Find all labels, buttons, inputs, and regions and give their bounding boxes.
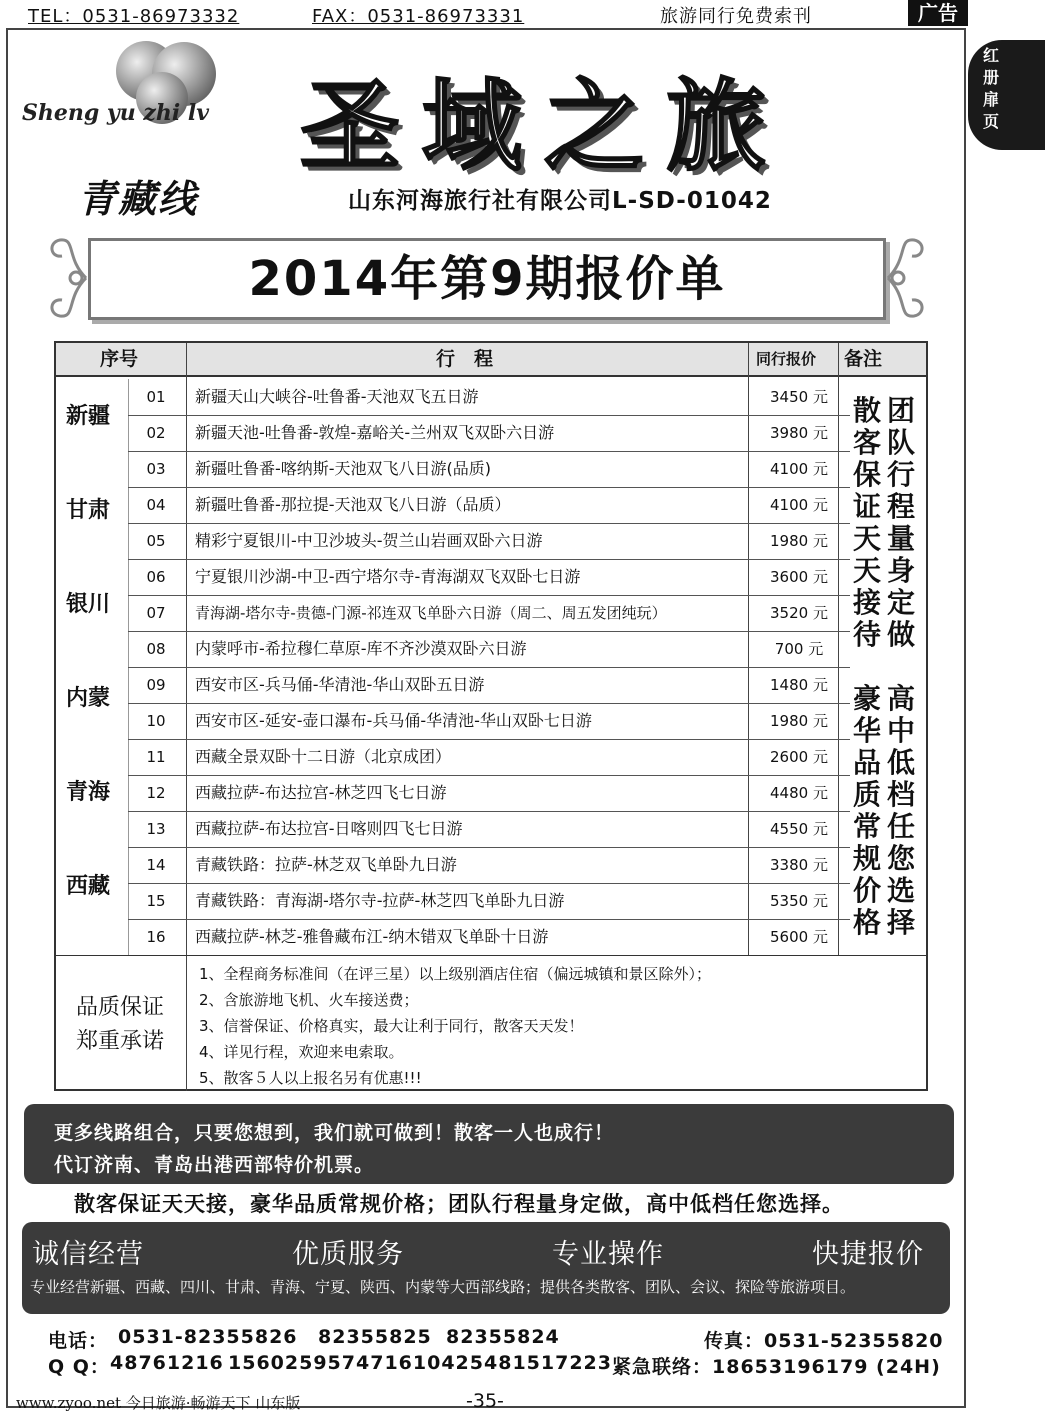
- row-price: 5600 元: [770, 928, 828, 946]
- region-yinchuan: 银川: [66, 592, 111, 617]
- feature-2: 优质服务: [292, 1239, 404, 1270]
- remark-char: 档: [886, 778, 915, 811]
- side-tab-char-2: 册: [982, 68, 999, 87]
- row-num: 01: [146, 388, 166, 406]
- remark-char: 天: [852, 554, 881, 587]
- remark-char: 价: [852, 874, 881, 907]
- price-table: [54, 341, 928, 1091]
- row-route: 西藏全景双卧十二日游（北京成团）: [195, 747, 452, 766]
- remark-char: 低: [886, 746, 915, 779]
- row-price: 5350 元: [770, 892, 828, 910]
- table-row: [128, 487, 850, 524]
- remark-char: 您: [886, 842, 915, 875]
- qq-3: 471610425: [356, 1352, 484, 1374]
- remark-char: 中: [886, 714, 915, 747]
- remark-char: 品: [852, 746, 881, 779]
- page-number: -35-: [466, 1390, 504, 1412]
- issue-title: 2014年第9期报价单: [248, 251, 726, 307]
- row-route: 内蒙呼市-希拉穆仁草原-库不齐沙漠双卧六日游: [195, 639, 527, 658]
- emergency-contact: 紧急联络：18653196179 (24H): [612, 1356, 941, 1378]
- row-price: 1980 元: [770, 712, 828, 730]
- issue-banner: [88, 238, 886, 320]
- header-seq: 序号: [100, 348, 139, 370]
- remark-col-1a: [850, 395, 884, 651]
- row-price: 3980 元: [770, 424, 828, 442]
- row-price: 3380 元: [770, 856, 828, 874]
- remark-char: 程: [886, 490, 915, 523]
- row-num: 05: [146, 532, 166, 550]
- header-fax: FAX：0531-86973331: [312, 6, 525, 27]
- row-price: 3520 元: [770, 604, 828, 622]
- remark-char: 接: [852, 586, 881, 619]
- row-price: 3600 元: [770, 568, 828, 586]
- table-row: [128, 415, 850, 452]
- remark-char: 格: [852, 906, 881, 939]
- row-num: 07: [146, 604, 166, 622]
- row-route: 青海湖-塔尔寺-贵德-门源-祁连双飞单卧六日游（周二、周五发团纯玩）: [195, 604, 667, 622]
- remark-char: 定: [886, 586, 915, 619]
- remark-char: 团: [886, 394, 915, 427]
- row-num: 13: [146, 820, 166, 838]
- row-route: 西藏拉萨-布达拉宫-日喀则四飞七日游: [195, 819, 463, 838]
- feature-4: 快捷报价: [812, 1239, 924, 1270]
- side-tab-char-3: 扉: [982, 90, 999, 109]
- promo-line-1: 更多线路组合，只要您想到，我们就可做到！散客一人也成行！: [54, 1122, 615, 1144]
- table-row: [128, 703, 850, 740]
- header-magazine: 旅游同行免费索刊: [660, 6, 812, 27]
- row-route: 西安市区-延安-壶口瀑布-兵马俑-华清池-华山双卧七日游: [195, 711, 592, 730]
- table-row: [128, 667, 850, 704]
- remark-col-1b: [850, 683, 884, 939]
- row-route: 西藏拉萨-林芝-雅鲁藏布江-纳木错双飞单卧十日游: [195, 927, 549, 946]
- remark-char: 高: [886, 682, 915, 715]
- header-remark: 备注: [844, 348, 883, 370]
- ornament-right-icon: [884, 228, 928, 328]
- remark-char: 做: [886, 618, 915, 651]
- row-num: 03: [146, 460, 166, 478]
- brand-title: 圣域之旅: [300, 67, 788, 185]
- table-row: [128, 595, 850, 632]
- company-name: 山东河海旅行社有限公司L-SD-01042: [348, 188, 772, 214]
- region-gansu: 甘肃: [66, 498, 111, 523]
- promise-line-1: 品质保证: [75, 995, 164, 1020]
- table-row: [128, 523, 850, 560]
- table-row: [128, 847, 850, 884]
- note-3: 3、信誉保证、价格真实，最大让利于同行，散客天天发！: [199, 1017, 584, 1035]
- row-route: 青藏铁路：拉萨-林芝双飞单卧九日游: [195, 855, 457, 874]
- remark-col-2a: [884, 395, 918, 651]
- brand-sub: 青藏线: [78, 176, 199, 221]
- feature-1: 诚信经营: [32, 1239, 144, 1270]
- row-price: 4100 元: [770, 496, 828, 514]
- promo-line-2: 代订济南、青岛出港西部特价机票。: [54, 1154, 375, 1176]
- phone-2: 82355825: [318, 1326, 432, 1348]
- row-num: 08: [146, 640, 166, 658]
- row-num: 06: [146, 568, 166, 586]
- fax-number: 传真：0531-52355820: [704, 1330, 944, 1352]
- table-row: [128, 919, 850, 956]
- header-tel: TEL：0531-86973332: [28, 6, 240, 27]
- row-num: 02: [146, 424, 166, 442]
- top-strip: [0, 0, 1045, 26]
- ornament-left-icon: [46, 228, 90, 328]
- table-row: [128, 631, 850, 668]
- row-num: 12: [146, 784, 166, 802]
- region-xinjiang: 新疆: [66, 404, 111, 429]
- note-4: 4、详见行程，欢迎来电索取。: [199, 1043, 404, 1061]
- row-route: 精彩宁夏银川-中卫沙坡头-贺兰山岩画双卧六日游: [195, 531, 543, 550]
- row-route: 宁夏银川沙湖-中卫-西宁塔尔寺-青海湖双飞双卧七日游: [195, 567, 581, 586]
- note-1: 1、全程商务标准间（在评三星）以上级别酒店住宿（偏远城镇和景区除外）；: [199, 965, 712, 983]
- remark-char: 量: [886, 522, 915, 555]
- row-route: 新疆吐鲁番-那拉提-天池双飞八日游（品质）: [195, 495, 511, 514]
- remark-col-2b: [884, 683, 918, 939]
- table-row: [128, 883, 850, 920]
- col-divider-notes: [186, 955, 187, 1091]
- table-row: [128, 775, 850, 812]
- row-price: 4100 元: [770, 460, 828, 478]
- row-route: 新疆天山大峡谷-吐鲁番-天池双飞五日游: [195, 387, 479, 406]
- remark-char: 常: [852, 810, 881, 843]
- row-price: 1980 元: [770, 532, 828, 550]
- remark-char: 待: [852, 618, 881, 651]
- slogan: 散客保证天天接，豪华品质常规价格；团队行程量身定做，高中低档任您选择。: [74, 1192, 844, 1216]
- table-row: [128, 451, 850, 488]
- phone-1: 0531-82355826: [118, 1326, 298, 1348]
- brand-script: Sheng yu zhi lv: [22, 100, 209, 126]
- side-tab-char-4: 页: [982, 112, 999, 131]
- header-route: 行 程: [436, 348, 494, 370]
- note-5: 5、散客５人以上报名另有优惠!!!: [199, 1069, 422, 1087]
- qq-1: 48761216: [110, 1352, 224, 1374]
- remark-char: 豪: [852, 682, 881, 715]
- region-neimeng: 内蒙: [66, 686, 111, 711]
- side-tab-char-1: 红: [982, 46, 999, 65]
- row-route: 西藏拉萨-布达拉宫-林芝四飞七日游: [195, 783, 447, 802]
- ad-label: 广告: [908, 0, 968, 26]
- notes-top-border: [56, 955, 926, 956]
- remark-char: 天: [852, 522, 881, 555]
- table-row: [128, 811, 850, 848]
- remark-char: 证: [852, 490, 881, 523]
- phone-label: 电话：: [48, 1330, 109, 1352]
- row-price: 4480 元: [770, 784, 828, 802]
- promise-line-2: 郑重承诺: [75, 1029, 164, 1054]
- row-num: 15: [146, 892, 166, 910]
- header-price: 同行报价: [756, 350, 817, 368]
- remark-char: 保: [852, 458, 881, 491]
- qq-2: 156025957: [228, 1352, 356, 1374]
- row-route: 新疆天池-吐鲁番-敦煌-嘉峪关-兰州双飞双卧六日游: [195, 423, 555, 442]
- table-row: [128, 379, 850, 416]
- features-desc: 专业经营新疆、西藏、四川、甘肃、青海、宁夏、陕西、内蒙等大西部线路；提供各类散客、团队、会议、探险等旅游项目。: [30, 1278, 856, 1296]
- row-num: 11: [146, 748, 166, 766]
- remark-char: 选: [886, 874, 915, 907]
- table-row: [128, 559, 850, 596]
- remark-char: 质: [852, 778, 881, 811]
- remark-char: 散: [852, 394, 881, 427]
- row-num: 04: [146, 496, 166, 514]
- remark-char: 身: [886, 554, 915, 587]
- row-num: 16: [146, 928, 166, 946]
- features-bar: [22, 1222, 950, 1314]
- row-num: 09: [146, 676, 166, 694]
- row-price: 1480 元: [770, 676, 828, 694]
- remark-char: 规: [852, 842, 881, 875]
- region-xizang: 西藏: [66, 874, 111, 899]
- phone-3: 82355824: [446, 1326, 560, 1348]
- remark-char: 任: [886, 810, 915, 843]
- table-row: [128, 739, 850, 776]
- region-qinghai: 青海: [66, 780, 111, 805]
- promo-bar: [24, 1104, 954, 1184]
- row-price: 2600 元: [770, 748, 828, 766]
- qq-label: Q Q：: [48, 1356, 110, 1378]
- row-price: 700 元: [774, 640, 824, 658]
- footer-site: www.zyoo.net 今日旅游·畅游天下 山东版: [16, 1394, 301, 1412]
- row-price: 3450 元: [770, 388, 828, 406]
- row-num: 10: [146, 712, 166, 730]
- row-route: 青藏铁路：青海湖-塔尔寺-拉萨-林芝四飞单卧九日游: [195, 891, 565, 910]
- promise-label: [70, 991, 170, 1059]
- row-price: 4550 元: [770, 820, 828, 838]
- remark-char: 择: [886, 906, 915, 939]
- row-route: 西安市区-兵马俑-华清池-华山双卧五日游: [195, 675, 485, 694]
- row-route: 新疆吐鲁番-喀纳斯-天池双飞八日游(品质): [195, 459, 492, 478]
- row-num: 14: [146, 856, 166, 874]
- note-2: 2、含旅游地飞机、火车接送费；: [199, 991, 419, 1009]
- remark-char: 队: [886, 426, 915, 459]
- remark-char: 客: [852, 426, 881, 459]
- feature-3: 专业操作: [552, 1239, 664, 1270]
- remark-char: 行: [886, 458, 915, 491]
- qq-4: 481517223: [484, 1352, 612, 1374]
- side-tab: [968, 40, 1045, 150]
- remark-char: 华: [852, 714, 881, 747]
